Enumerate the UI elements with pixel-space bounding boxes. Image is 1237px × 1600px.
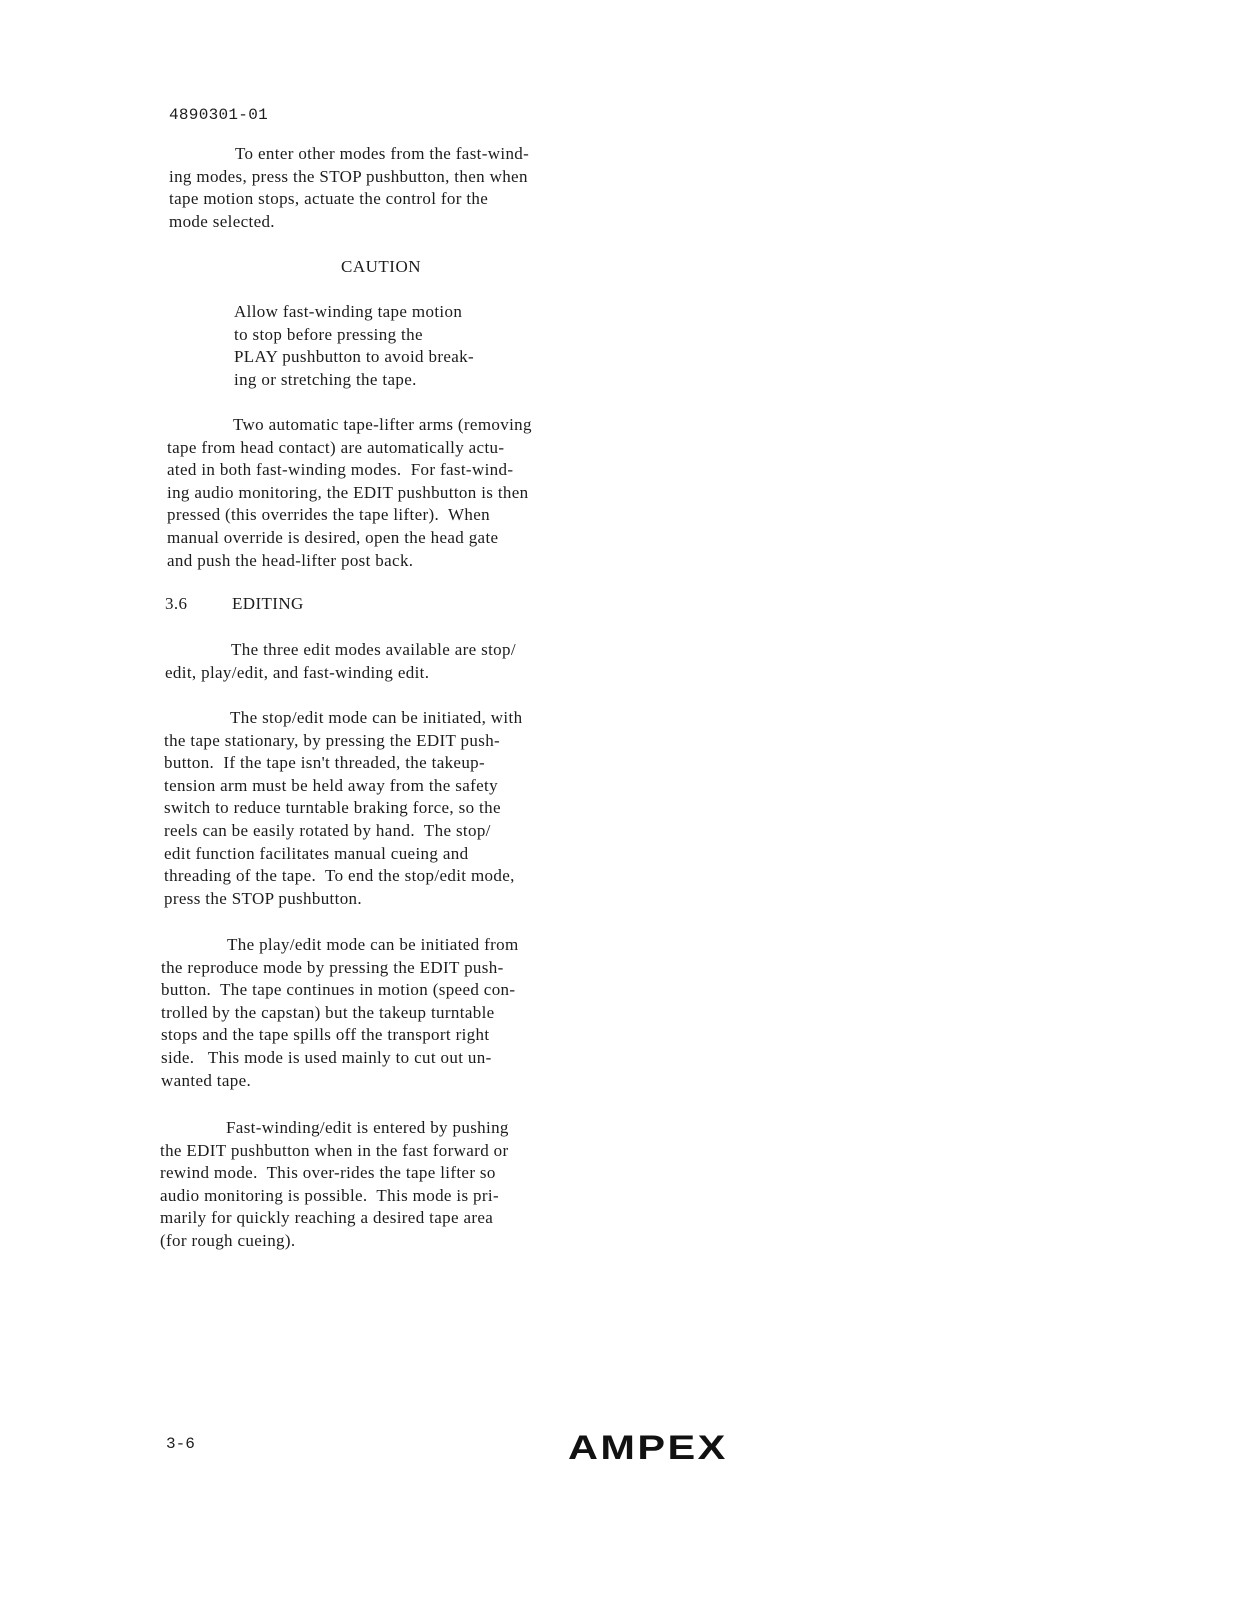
text-line: (for rough cueing). <box>160 1230 296 1250</box>
text-line: edit function facilitates manual cueing and <box>164 843 469 863</box>
text-line: and push the head-lifter post back. <box>167 550 414 570</box>
text-line: side. This mode is used mainly to cut out un- <box>161 1047 492 1067</box>
paragraph-stop-edit <box>164 707 522 910</box>
text-line: button. If the tape isn't threaded, the takeup- <box>164 753 486 773</box>
caution-heading: CAUTION <box>341 257 421 276</box>
text-line: Allow fast-winding tape motion <box>234 302 463 321</box>
text-line: wanted tape. <box>161 1070 252 1090</box>
text-line: PLAY pushbutton to avoid break- <box>234 347 475 367</box>
text-line: the EDIT pushbutton when in the fast forward or <box>160 1140 509 1160</box>
text-line: switch to reduce turntable braking force, so the <box>164 798 501 818</box>
paragraph-fast-winding-exit <box>169 143 529 233</box>
text-line: button. The tape continues in motion (speed con- <box>161 980 516 1000</box>
text-line: ated in both fast-winding modes. For fast-wind- <box>167 460 514 480</box>
text-line: threading of the tape. To end the stop/edit mode, <box>164 866 515 886</box>
text-line: Two automatic tape-lifter arms (removing <box>233 415 532 434</box>
text-line: trolled by the capstan) but the takeup turntable <box>161 1002 495 1022</box>
ampex-logo: AMPEX <box>568 1429 728 1467</box>
text-line: The play/edit mode can be initiated from <box>227 935 519 954</box>
paragraph-play-edit <box>161 934 519 1092</box>
text-line: the reproduce mode by pressing the EDIT push- <box>161 957 504 977</box>
section-heading-editing <box>165 594 304 614</box>
text-line: tension arm must be held away from the safety <box>164 775 498 795</box>
text-line: rewind mode. This over-rides the tape lifter so <box>160 1163 496 1183</box>
text-line: to stop before pressing the <box>234 324 423 344</box>
paragraph-fast-winding-edit <box>160 1117 509 1253</box>
section-title: EDITING <box>232 594 304 613</box>
text-line: the tape stationary, by pressing the EDIT push- <box>164 730 501 750</box>
text-line: reels can be easily rotated by hand. The stop/ <box>164 820 491 840</box>
text-line: ing modes, press the STOP pushbutton, then when <box>169 166 528 186</box>
text-line: press the STOP pushbutton. <box>164 888 363 908</box>
page-number: 3-6 <box>166 1435 195 1453</box>
document-number: 4890301-01 <box>169 106 269 124</box>
text-line: ing or stretching the tape. <box>234 369 417 389</box>
paragraph-tape-lifter <box>167 414 532 572</box>
text-line: edit, play/edit, and fast-winding edit. <box>165 662 430 682</box>
caution-text <box>234 301 474 391</box>
text-line: mode selected. <box>169 211 275 231</box>
text-line: pressed (this overrides the tape lifter). When <box>167 505 490 525</box>
text-line: To enter other modes from the fast-wind- <box>235 144 530 163</box>
text-line: Fast-winding/edit is entered by pushing <box>226 1118 509 1137</box>
text-line: manual override is desired, open the head gate <box>167 527 499 547</box>
text-line: marily for quickly reaching a desired tape area <box>160 1208 494 1228</box>
text-line: audio monitoring is possible. This mode is pri- <box>160 1185 500 1205</box>
text-line: stops and the tape spills off the transport right <box>161 1025 490 1045</box>
section-number: 3.6 <box>165 594 188 613</box>
text-line: ing audio monitoring, the EDIT pushbutton is then <box>167 482 529 502</box>
text-line: The three edit modes available are stop/ <box>231 640 516 659</box>
paragraph-edit-modes <box>165 639 516 684</box>
text-line: tape from head contact) are automatically actu- <box>167 437 505 457</box>
text-line: The stop/edit mode can be initiated, with <box>230 708 523 727</box>
text-line: tape motion stops, actuate the control for the <box>169 189 489 209</box>
